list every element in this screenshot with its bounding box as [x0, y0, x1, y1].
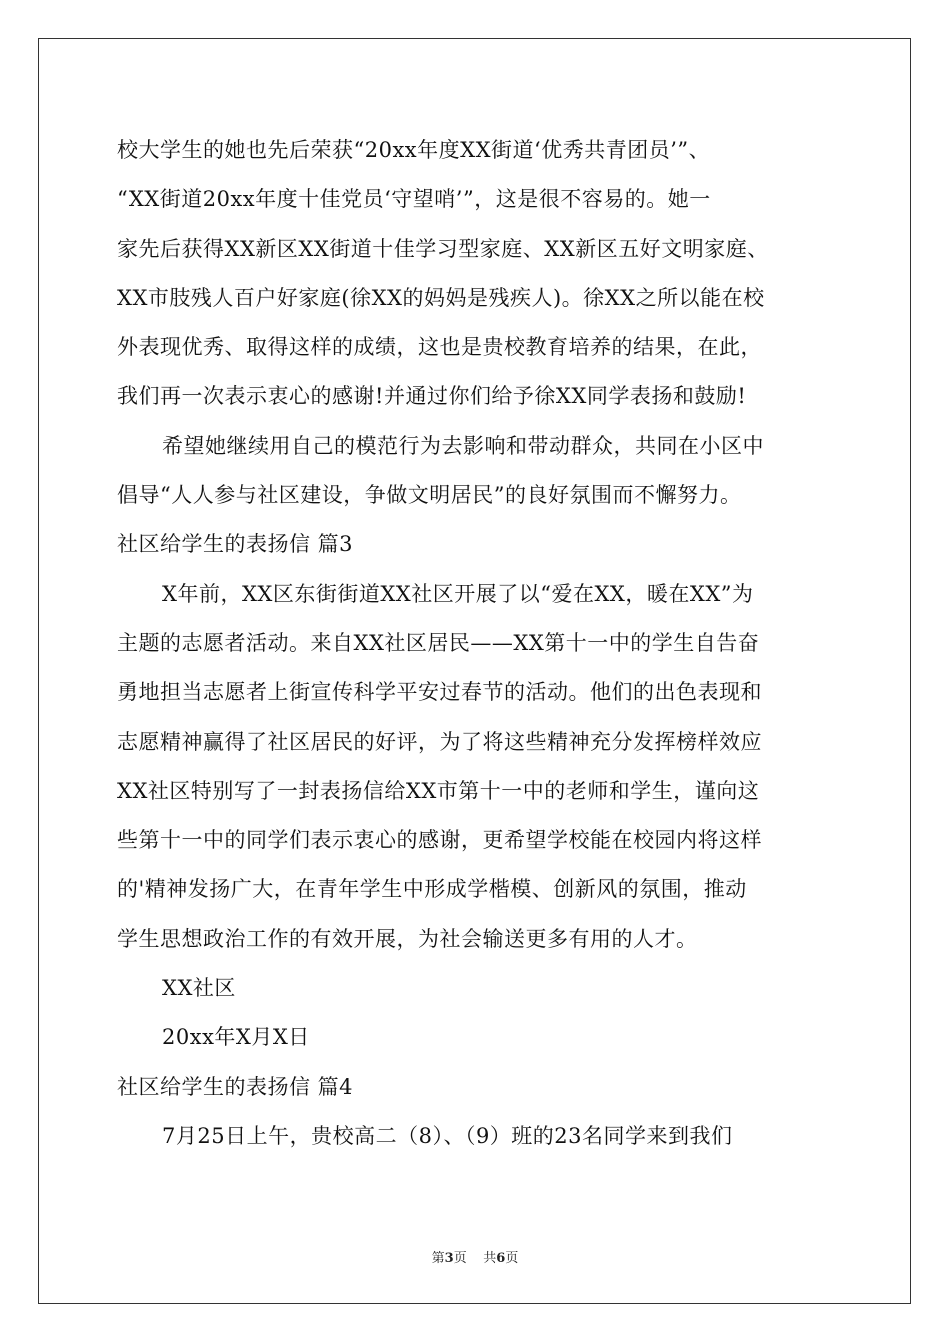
text-line: 外表现优秀、取得这样的成绩，这也是贵校教育培养的结果，在此， — [117, 335, 762, 360]
paragraph-start: X年前，XX区东街街道XX社区开展了以“爱在XX，暖在XX”为 — [162, 581, 754, 606]
document-body — [117, 126, 837, 1161]
total-page-count: 6 — [496, 1251, 506, 1266]
paragraph-start: 希望她继续用自己的模范行为去影响和带动群众，共同在小区中 — [162, 433, 764, 458]
text-line: 主题的志愿者活动。来自XX社区居民——XX第十一中的学生自告奋 — [117, 630, 760, 655]
current-page-number: 3 — [444, 1251, 454, 1266]
page-footer — [0, 1247, 950, 1266]
text-line: 家先后获得XX新区XX街道十佳学习型家庭、XX新区五好文明家庭、 — [117, 236, 769, 261]
text-line: 志愿精神赢得了社区居民的好评，为了将这些精神充分发挥榜样效应 — [117, 729, 762, 754]
text-line: 的'精神发扬广大，在青年学生中形成学楷模、创新风的氛围，推动 — [117, 877, 747, 902]
text-line: 校大学生的她也先后荣获“20xx年度XX街道‘优秀共青团员’”、 — [117, 138, 711, 162]
total-suffix: 页 — [505, 1251, 519, 1266]
text-line: 勇地担当志愿者上街宣传科学平安过春节的活动。他们的出色表现和 — [117, 680, 762, 705]
signature: XX社区 — [162, 976, 236, 1001]
text-line: “XX街道20xx年度十佳党员‘守望哨’”，这是很不容易的。她一 — [117, 187, 711, 212]
section-heading: 社区给学生的表扬信 篇4 — [117, 1074, 354, 1099]
text-line: XX社区特别写了一封表扬信给XX市第十一中的老师和学生，谨向这 — [117, 778, 760, 803]
text-line: XX市肢残人百户好家庭(徐XX的妈妈是残疾人)。徐XX之所以能在校 — [117, 285, 765, 310]
section-heading: 社区给学生的表扬信 篇3 — [117, 532, 354, 557]
page-prefix: 第 — [431, 1251, 445, 1266]
total-prefix: 共 — [483, 1251, 497, 1266]
text-line: 我们再一次表示衷心的感谢!并通过你们给予徐XX同学表扬和鼓励! — [117, 384, 747, 409]
letter-date: 20xx年X月X日 — [162, 1025, 310, 1050]
paragraph-start: 7月25日上午，贵校高二（8）、（9）班的23名同学来到我们 — [162, 1123, 733, 1148]
page-suffix: 页 — [453, 1251, 467, 1266]
text-line: 倡导“人人参与社区建设，争做文明居民”的良好氛围而不懈努力。 — [117, 483, 742, 508]
text-line: 些第十一中的同学们表示衷心的感谢，更希望学校能在校园内将这样 — [117, 828, 762, 853]
text-line: 学生思想政治工作的有效开展，为社会输送更多有用的人才。 — [117, 926, 698, 951]
